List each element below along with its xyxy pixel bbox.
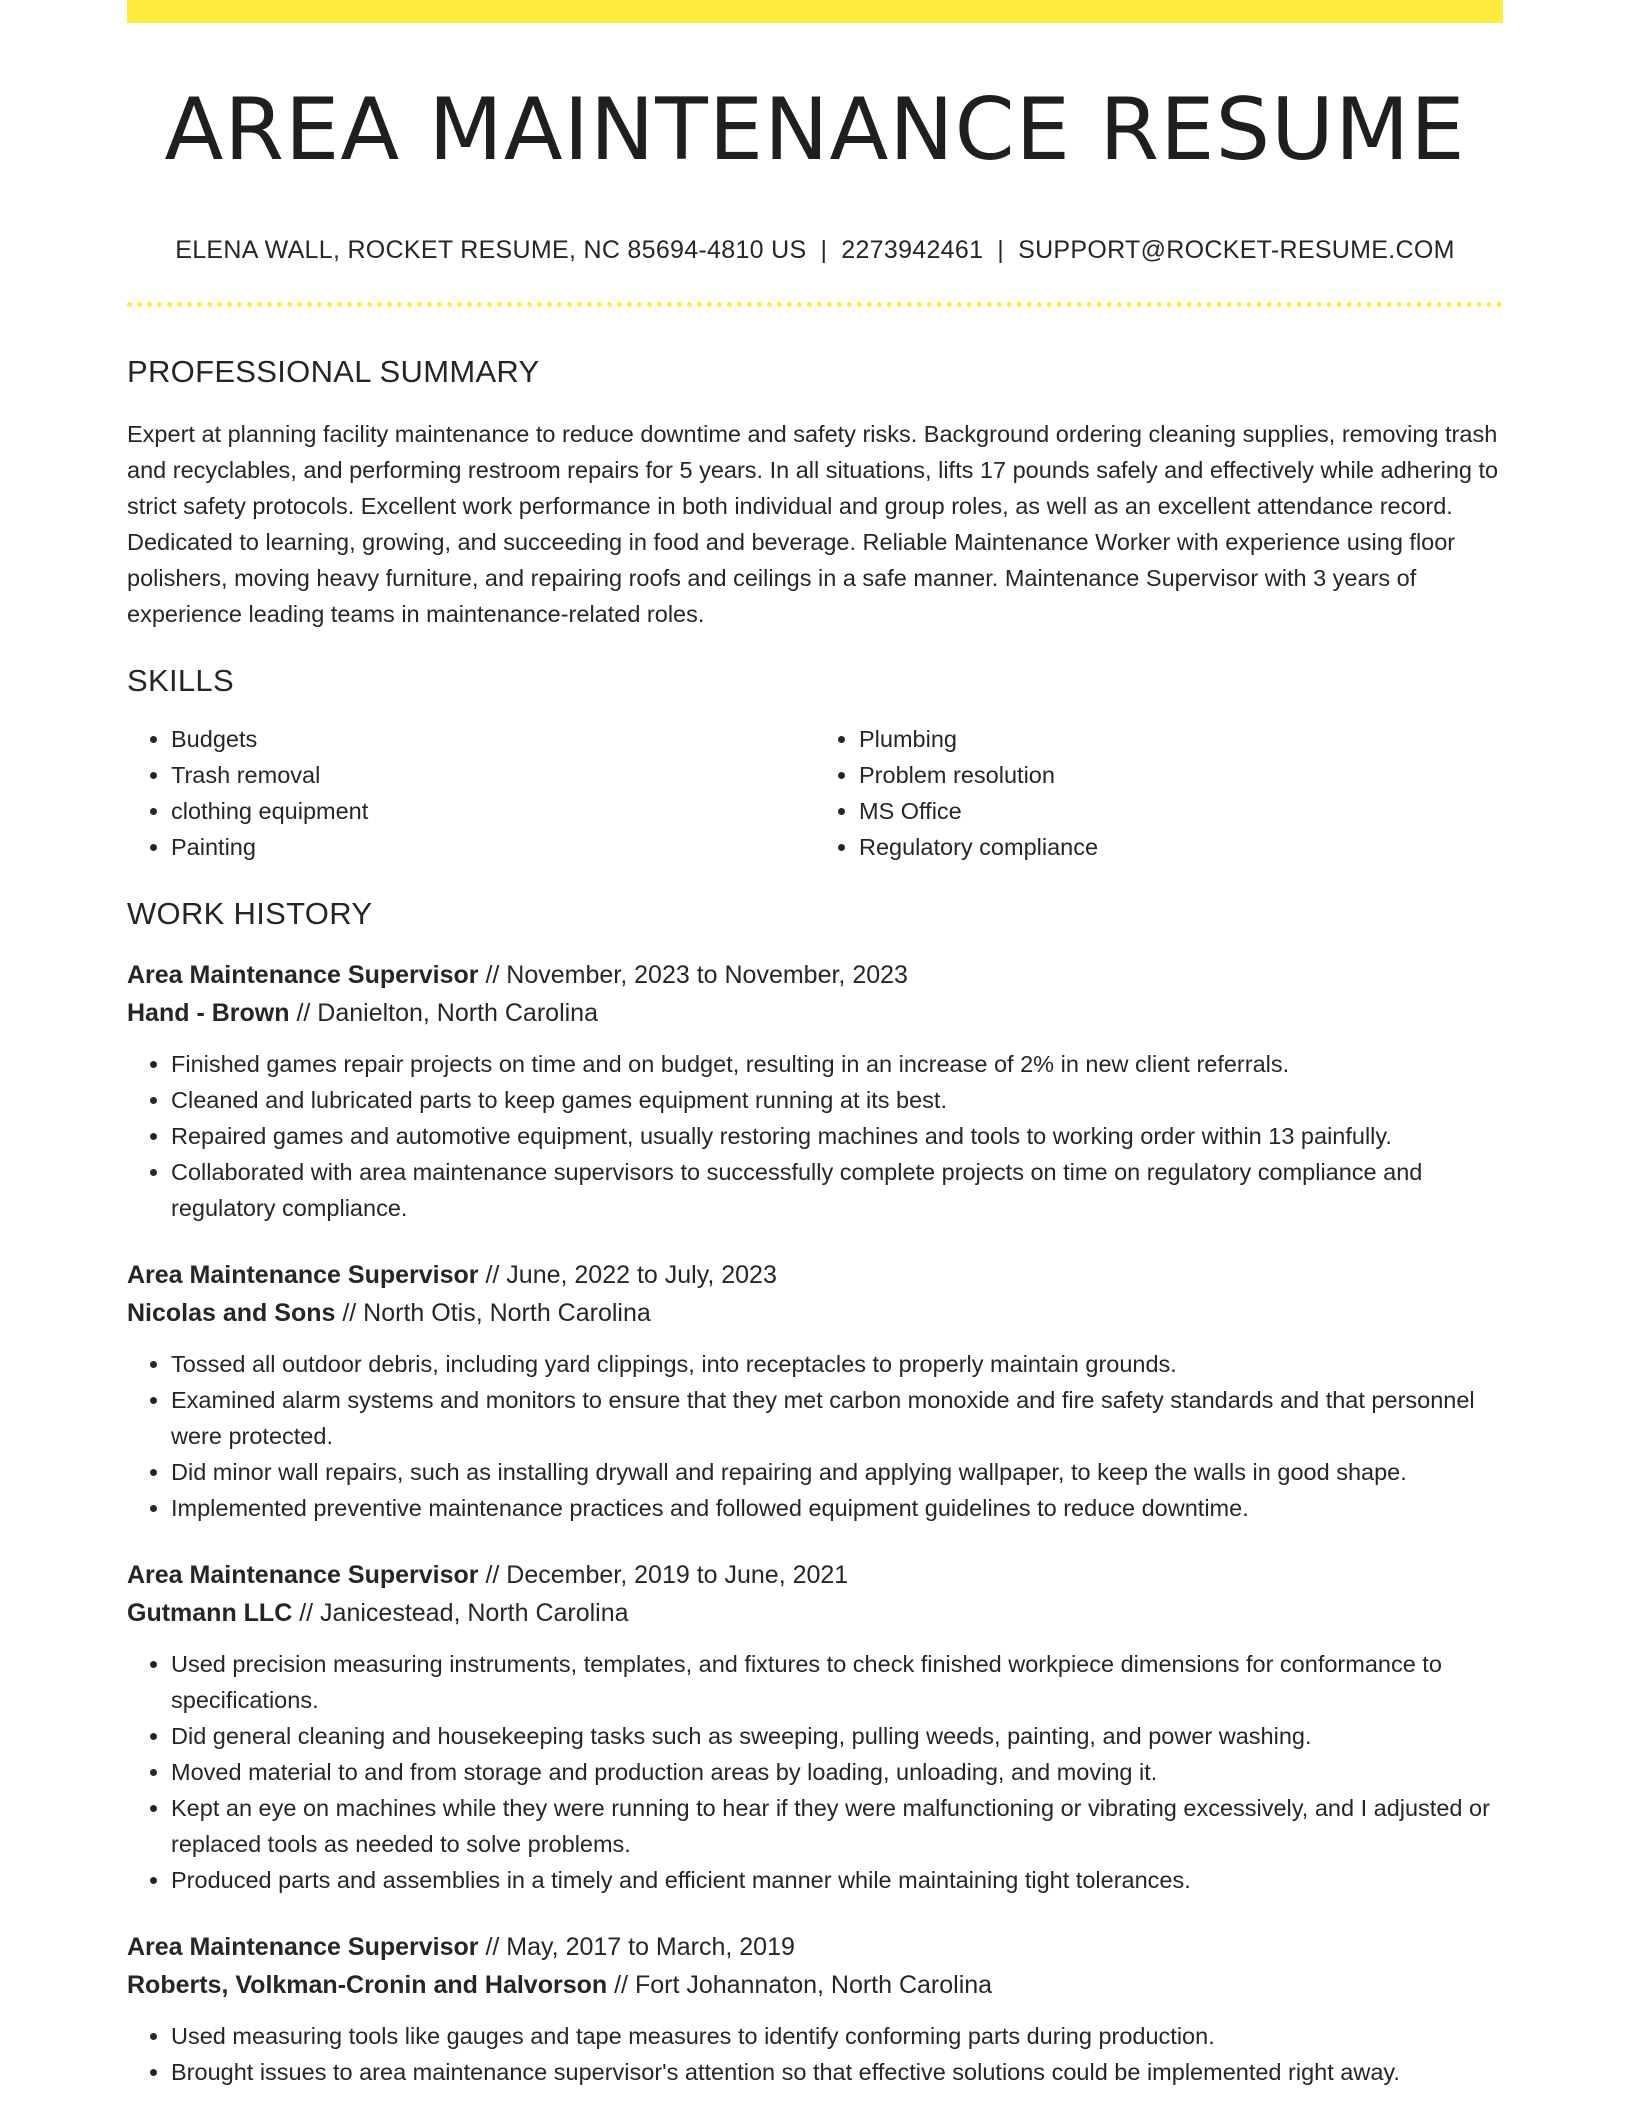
job-dates: // December, 2019 to June, 2021 [478, 1561, 849, 1590]
resume-title: AREA MAINTENANCE RESUME [164, 80, 1466, 180]
skill-item: • Plumbing [859, 721, 1503, 757]
job-company: Nicolas and Sons [127, 1299, 336, 1328]
skill-item: • clothing equipment [171, 793, 815, 829]
job-bullet: • Used measuring tools like gauges and tape measures to identify conforming parts during production. [171, 2018, 1503, 2054]
job-company: Hand - Brown [127, 999, 290, 1028]
job-title-line [127, 1556, 1503, 1594]
job-bullets [127, 1046, 1503, 1226]
job-company-line [127, 1594, 1503, 1632]
resume-page [127, 0, 1503, 2090]
job-bullet: • Moved material to and from storage and production areas by loading, unloading, and moving it. [171, 1754, 1503, 1790]
job-bullets [127, 1346, 1503, 1526]
work-history-heading: WORK HISTORY [127, 895, 373, 931]
job-dates: // November, 2023 to November, 2023 [478, 961, 908, 990]
job-company-line [127, 1294, 1503, 1332]
skill-item: • MS Office [859, 793, 1503, 829]
job-company-line [127, 994, 1503, 1032]
skills-heading: SKILLS [127, 662, 234, 698]
job-location: // Janicestead, North Carolina [292, 1599, 629, 1628]
job-title-line [127, 1256, 1503, 1294]
job-title-line [127, 1928, 1503, 1966]
skill-item: • Budgets [171, 721, 815, 757]
job-bullet: • Produced parts and assemblies in a timely and efficient manner while maintaining tight tolerances. [171, 1862, 1503, 1898]
job-bullets [127, 1646, 1503, 1898]
skills-column-right [815, 721, 1503, 865]
skill-item: • Painting [171, 829, 815, 865]
job-location: // Danielton, North Carolina [289, 999, 598, 1028]
job-bullet: • Did general cleaning and housekeeping tasks such as sweeping, pulling weeds, painting, and power washing. [171, 1718, 1503, 1754]
job-title: Area Maintenance Supervisor [127, 961, 479, 990]
skill-item: • Problem resolution [859, 757, 1503, 793]
summary-heading: PROFESSIONAL SUMMARY [127, 353, 540, 389]
job-entry [127, 1928, 1503, 2090]
job-title: Area Maintenance Supervisor [127, 1561, 479, 1590]
skill-item: • Trash removal [171, 757, 815, 793]
job-title-line [127, 956, 1503, 994]
skills-list [127, 721, 1503, 865]
job-dates: // May, 2017 to March, 2019 [478, 1933, 795, 1962]
job-bullet: • Implemented preventive maintenance practices and followed equipment guidelines to reduce downtime. [171, 1490, 1503, 1526]
job-bullet: • Used precision measuring instruments, templates, and fixtures to check finished workpiece dimensions for conformance to specifications. [171, 1646, 1503, 1718]
job-company: Roberts, Volkman-Cronin and Halvorson [127, 1971, 608, 2000]
summary-text: Expert at planning facility maintenance to reduce downtime and safety risks. Background ordering cleaning supplies, removing trash and recyclables, and performing restroom repairs for 5 years. In all situations, lifts 17 pounds safely and effectively while adhering to strict safety protocols. Excellent work performance in both individual and group roles, as well as an excellent attendance record. Dedicated to learning, growing, and succeeding in food and beverage. Reliable Maintenance Worker with experience using floor polishers, moving heavy furniture, and repairing roofs and ceilings in a safe manner. Maintenance Supervisor with 3 years of experience leading teams in maintenance-related roles. [127, 420, 1499, 627]
job-bullet: • Collaborated with area maintenance supervisors to successfully complete projects on time on regulatory compliance and regulatory compliance. [171, 1154, 1503, 1226]
job-bullet: • Brought issues to area maintenance supervisor's attention so that effective solutions could be implemented right away. [171, 2054, 1503, 2090]
skill-item: • Regulatory compliance [859, 829, 1503, 865]
section-divider [127, 302, 1503, 307]
contact-phone[interactable]: 2273942461 [841, 235, 984, 264]
job-entry [127, 1556, 1503, 1898]
job-bullet: • Repaired games and automotive equipment, usually restoring machines and tools to working order within 13 painfully. [171, 1118, 1503, 1154]
job-bullet: • Tossed all outdoor debris, including yard clippings, into receptacles to properly maintain grounds. [171, 1346, 1503, 1382]
accent-bar [127, 0, 1503, 23]
job-bullet: • Cleaned and lubricated parts to keep games equipment running at its best. [171, 1082, 1503, 1118]
contact-separator: | [997, 235, 1005, 264]
job-location: // Fort Johannaton, North Carolina [607, 1971, 993, 2000]
skills-column-left [127, 721, 815, 865]
job-bullet: • Finished games repair projects on time and on budget, resulting in an increase of 2% in new client referrals. [171, 1046, 1503, 1082]
job-entry [127, 956, 1503, 1226]
job-location: // North Otis, North Carolina [335, 1299, 651, 1328]
job-company-line [127, 1966, 1503, 2004]
contact-separator: | [820, 235, 828, 264]
job-title: Area Maintenance Supervisor [127, 1933, 479, 1962]
job-bullet: • Did minor wall repairs, such as installing drywall and repairing and applying wallpaper, to keep the walls in good shape. [171, 1454, 1503, 1490]
contact-address: ELENA WALL, ROCKET RESUME, NC 85694-4810 US [175, 235, 807, 264]
job-company: Gutmann LLC [127, 1599, 293, 1628]
job-bullets [127, 2018, 1503, 2090]
job-entry [127, 1256, 1503, 1526]
work-history-list [127, 956, 1503, 2090]
job-title: Area Maintenance Supervisor [127, 1261, 479, 1290]
job-dates: // June, 2022 to July, 2023 [478, 1261, 777, 1290]
job-bullet: • Examined alarm systems and monitors to ensure that they met carbon monoxide and fire safety standards and that personnel were protected. [171, 1382, 1503, 1454]
contact-email[interactable]: SUPPORT@ROCKET-RESUME.COM [1018, 235, 1455, 264]
job-bullet: • Kept an eye on machines while they were running to hear if they were malfunctioning or vibrating excessively, and I adjusted or replaced tools as needed to solve problems. [171, 1790, 1503, 1862]
contact-line [127, 236, 1503, 265]
